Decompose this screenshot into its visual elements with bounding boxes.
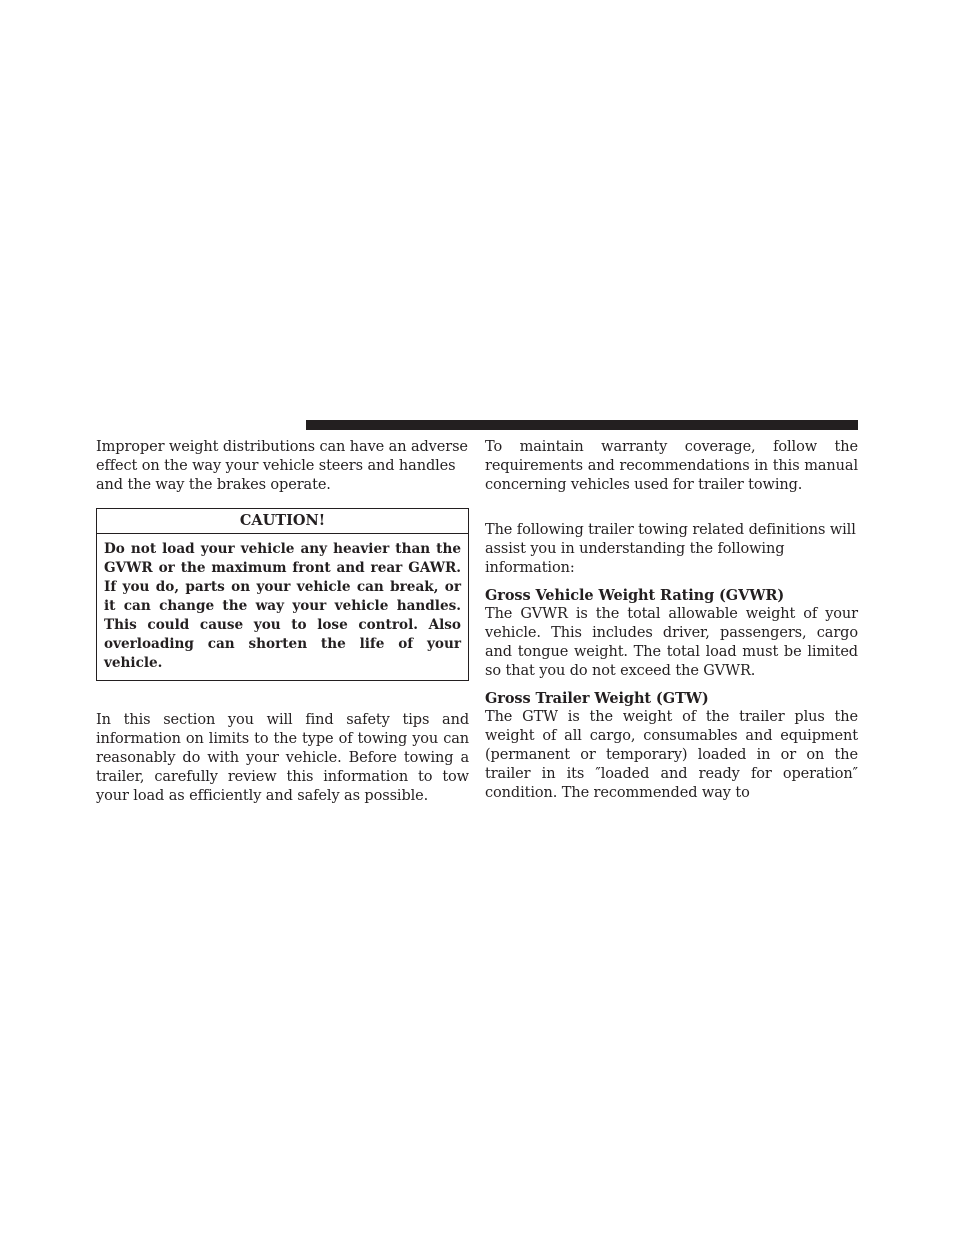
section-header-bar [306,420,858,430]
gvwr-paragraph: The GVWR is the total allowable weight of your vehicle. This includes driver, passengers, cargo and tongue weight. The total load must be limited so that you do not exceed the GVWR. [485,606,858,679]
caution-body: Do not load your vehicle any heavier than the GVWR or the maximum front and rear GAWR. If you do, parts on your vehicle can break, or it can change the way your vehicle handles. This could cause you to lose control. Also overloading can shorten the life of your vehicle. [104,541,461,671]
paragraph-gap [485,681,858,689]
section-gap [485,495,858,521]
towing-intro-paragraph: In this section you will find safety tips and information on limits to the type of towing you can reasonably do with your vehicle. Before towing a trailer, carefully review this information to tow your load as efficiently and safely as possible. [96,712,469,804]
warranty-paragraph: To maintain warranty coverage, follow the requirements and recommendations in this manual concerning vehicles used for trailer towing. [485,439,858,493]
caution-box [96,508,469,681]
caution-title: CAUTION! [97,509,468,534]
right-column [485,438,858,803]
weight-distribution-paragraph: Improper weight distributions can have an adverse effect on the way your vehicle steers and handles and the way the brakes operate. [96,439,468,493]
section-gap [96,681,469,711]
definitions-intro-paragraph: The following trailer towing related definitions will assist you in understanding the following information: [485,522,856,576]
gtw-heading: Gross Trailer Weight (GTW) [485,690,709,707]
paragraph-gap [485,578,858,586]
gvwr-heading: Gross Vehicle Weight Rating (GVWR) [485,587,785,604]
left-column [96,438,469,806]
gtw-paragraph: The GTW is the weight of the trailer plus the weight of all cargo, consumables and equipment (permanent or temporary) loaded in or on the trailer in its ″loaded and ready for operation″ condition. The recommended way to [485,709,858,801]
